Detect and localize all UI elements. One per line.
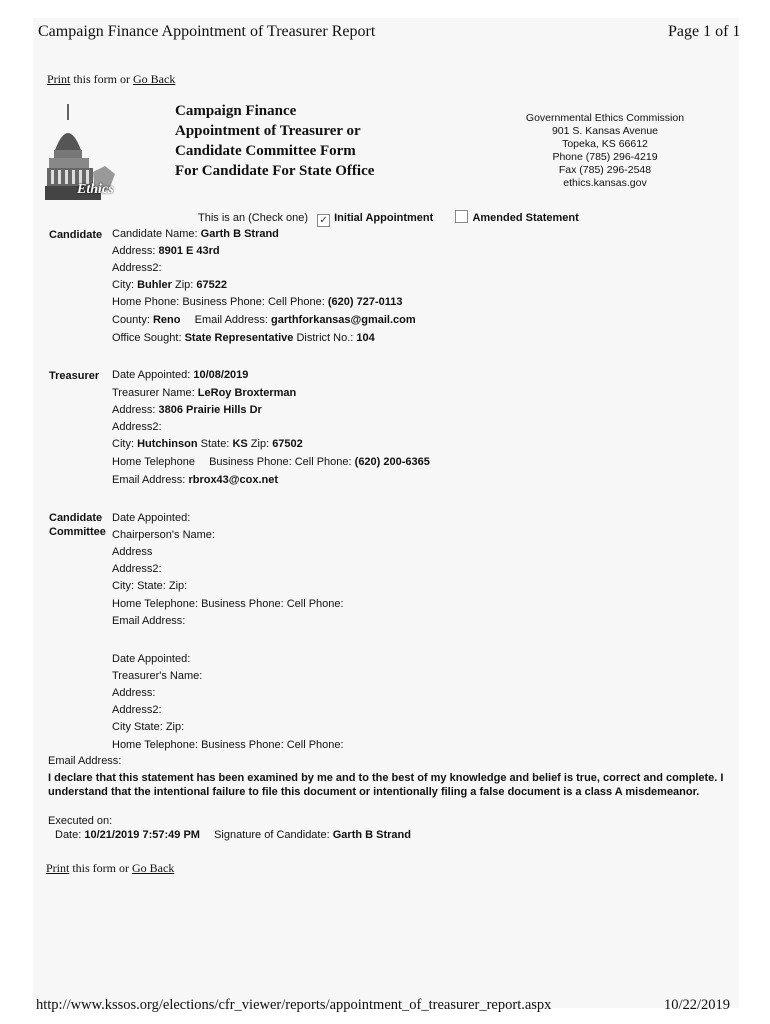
go-back-link[interactable]: Go Back bbox=[133, 72, 176, 86]
candidate-county: Reno bbox=[152, 314, 181, 326]
treasurer-date: 10/08/2019 bbox=[193, 369, 249, 381]
candidate-name-row bbox=[112, 228, 279, 240]
field-label: Email Address: bbox=[112, 474, 186, 486]
committee-treasurer-city-row bbox=[112, 721, 184, 733]
executed-row bbox=[55, 829, 411, 841]
treasurer-section-label: Treasurer bbox=[49, 370, 100, 382]
candidate-phone-row bbox=[112, 296, 403, 308]
candidate-office: State Representative bbox=[184, 332, 294, 344]
field-label: State: bbox=[200, 438, 230, 450]
logo-ethics-text: Ethics bbox=[77, 182, 114, 197]
report-title: Campaign Finance Appointment of Treasurer Report bbox=[38, 23, 376, 40]
amended-statement-label: Amended Statement bbox=[472, 212, 579, 224]
candidate-address2-row: Address2: bbox=[112, 262, 162, 274]
agency-website: ethics.kansas.gov bbox=[563, 177, 647, 189]
declaration-text: I declare that this statement has been examined by me and to the best of my knowledge and belief is true, correct and complete. I understand that the intentional failure to file this document or intentionally filing a false document is a class A misdemeanor. bbox=[48, 772, 724, 798]
treasurer-email-row bbox=[112, 474, 278, 486]
field-label: Zip: bbox=[174, 279, 194, 291]
committee-phone-row bbox=[112, 598, 344, 610]
executed-label: Executed on: bbox=[48, 815, 113, 827]
treasurer-address: 3806 Prairie Hills Dr bbox=[158, 404, 262, 416]
candidate-city-row bbox=[112, 279, 227, 291]
field-label: City: bbox=[112, 438, 134, 450]
footer-date: 10/22/2019 bbox=[664, 997, 731, 1013]
field-label: State: bbox=[137, 580, 166, 592]
field-label: Home Telephone: bbox=[112, 739, 199, 751]
bottom-nav bbox=[46, 861, 174, 876]
committee-treasurer-address2-row: Address2: bbox=[112, 704, 162, 716]
treasurer-address2-row: Address2: bbox=[112, 421, 162, 433]
nav-mid-text: this form or bbox=[73, 72, 131, 86]
section-label-line: Candidate bbox=[49, 512, 103, 524]
candidate-address: 8901 E 43rd bbox=[158, 245, 220, 257]
treasurer-state: KS bbox=[232, 438, 248, 450]
treasurer-city: Hutchinson bbox=[137, 438, 198, 450]
field-label: Home Phone: bbox=[112, 296, 180, 308]
top-nav bbox=[47, 72, 175, 87]
go-back-link[interactable]: Go Back bbox=[132, 861, 175, 875]
committee-treasurer-date-row: Date Appointed: bbox=[112, 653, 191, 665]
candidate-email: garthforkansas@gmail.com bbox=[271, 314, 416, 326]
committee-address-row: Address bbox=[112, 546, 153, 558]
field-label: Cell Phone: bbox=[267, 296, 325, 308]
field-label: City: bbox=[112, 279, 134, 291]
initial-appointment-checkbox[interactable]: ✓ bbox=[317, 214, 330, 227]
field-label: Business Phone: bbox=[201, 739, 284, 751]
treasurer-address-row bbox=[112, 404, 262, 416]
field-label: Date Appointed: bbox=[112, 369, 191, 381]
agency-phone: Phone (785) 296-4219 bbox=[552, 151, 658, 163]
field-label: District No.: bbox=[296, 332, 354, 344]
treasurer-phone-row bbox=[112, 456, 430, 468]
check-one-label: This is an (Check one) bbox=[198, 212, 309, 224]
committee-city-row bbox=[112, 580, 187, 592]
form-title-line: For Candidate For State Office bbox=[175, 163, 375, 179]
field-label: Zip: bbox=[250, 438, 270, 450]
field-label: City bbox=[112, 721, 131, 733]
field-label: Zip: bbox=[165, 721, 185, 733]
field-label: Office Sought: bbox=[112, 332, 182, 344]
candidate-city: Buhler bbox=[137, 279, 172, 291]
agency-info bbox=[505, 112, 705, 190]
field-label: Address: bbox=[112, 404, 156, 416]
field-label: Date: bbox=[55, 829, 82, 841]
field-label: Business Phone: bbox=[182, 296, 265, 308]
committee-treasurer-phone-row bbox=[112, 739, 344, 751]
candidate-signature: Garth B Strand bbox=[332, 829, 411, 841]
agency-name: Governmental Ethics Commission bbox=[525, 112, 685, 124]
candidate-office-row bbox=[112, 332, 375, 344]
print-link[interactable]: Print bbox=[46, 861, 70, 875]
candidate-section-label: Candidate bbox=[49, 229, 103, 241]
treasurer-city-row bbox=[112, 438, 303, 450]
capitol-logo bbox=[45, 102, 153, 202]
executed-date: 10/21/2019 7:57:49 PM bbox=[84, 829, 200, 841]
field-label: City: bbox=[112, 580, 134, 592]
treasurer-email: rbrox43@cox.net bbox=[188, 474, 279, 486]
treasurer-date-row bbox=[112, 369, 248, 381]
treasurer-zip: 67502 bbox=[272, 438, 303, 450]
form-title-line: Appointment of Treasurer or bbox=[175, 123, 361, 139]
field-label: Home Telephone bbox=[112, 456, 195, 468]
field-label: State: bbox=[134, 721, 163, 733]
committee-email-row: Email Address: bbox=[112, 615, 186, 627]
field-label: Treasurer Name: bbox=[112, 387, 195, 399]
check-one-row bbox=[198, 210, 579, 227]
committee-treasurer-name-row: Treasurer's Name: bbox=[112, 670, 203, 682]
candidate-district: 104 bbox=[356, 332, 375, 344]
treasurer-name-row bbox=[112, 387, 296, 399]
page-number: Page 1 of 1 bbox=[668, 23, 741, 40]
candidate-address-row bbox=[112, 245, 220, 257]
committee-treasurer-email-row: Email Address: bbox=[48, 755, 122, 767]
form-title-line: Campaign Finance bbox=[175, 103, 297, 119]
footer-url: http://www.kssos.org/elections/cfr_viewer/reports/appointment_of_treasurer_report.aspx bbox=[36, 997, 552, 1013]
candidate-zip: 67522 bbox=[196, 279, 227, 291]
field-label: Business Phone: bbox=[209, 456, 292, 468]
committee-address2-row: Address2: bbox=[112, 563, 162, 575]
field-label: Home Telephone: bbox=[112, 598, 199, 610]
agency-address: 901 S. Kansas Avenue bbox=[551, 125, 659, 137]
field-label: County: bbox=[112, 314, 150, 326]
field-label: Candidate Name: bbox=[112, 228, 198, 240]
field-label: Signature of Candidate: bbox=[214, 829, 330, 841]
candidate-county-row bbox=[112, 314, 416, 326]
committee-date-row: Date Appointed: bbox=[112, 512, 191, 524]
field-label: Cell Phone: bbox=[294, 456, 352, 468]
amended-statement-checkbox[interactable] bbox=[455, 210, 468, 223]
committee-section-label bbox=[49, 511, 106, 539]
committee-chair-row: Chairperson's Name: bbox=[112, 529, 215, 541]
form-title bbox=[175, 101, 374, 181]
nav-mid-text: this form or bbox=[72, 861, 130, 875]
candidate-cell-phone: (620) 727-0113 bbox=[327, 296, 403, 308]
field-label: Business Phone: bbox=[201, 598, 284, 610]
field-label: Cell Phone: bbox=[286, 739, 344, 751]
field-label: Cell Phone: bbox=[286, 598, 344, 610]
initial-appointment-label: Initial Appointment bbox=[334, 212, 434, 224]
committee-treasurer-address-row: Address: bbox=[112, 687, 156, 699]
field-label: Address: bbox=[112, 245, 156, 257]
candidate-name: Garth B Strand bbox=[200, 228, 279, 240]
field-label: Email Address: bbox=[194, 314, 268, 326]
field-label: Zip: bbox=[168, 580, 188, 592]
agency-fax: Fax (785) 296-2548 bbox=[558, 164, 652, 176]
treasurer-cell-phone: (620) 200-6365 bbox=[354, 456, 430, 468]
agency-city: Topeka, KS 66612 bbox=[562, 138, 648, 150]
print-link[interactable]: Print bbox=[47, 72, 71, 86]
form-title-line: Candidate Committee Form bbox=[175, 143, 356, 159]
treasurer-name: LeRoy Broxterman bbox=[197, 387, 297, 399]
section-label-line: Committee bbox=[49, 526, 106, 538]
